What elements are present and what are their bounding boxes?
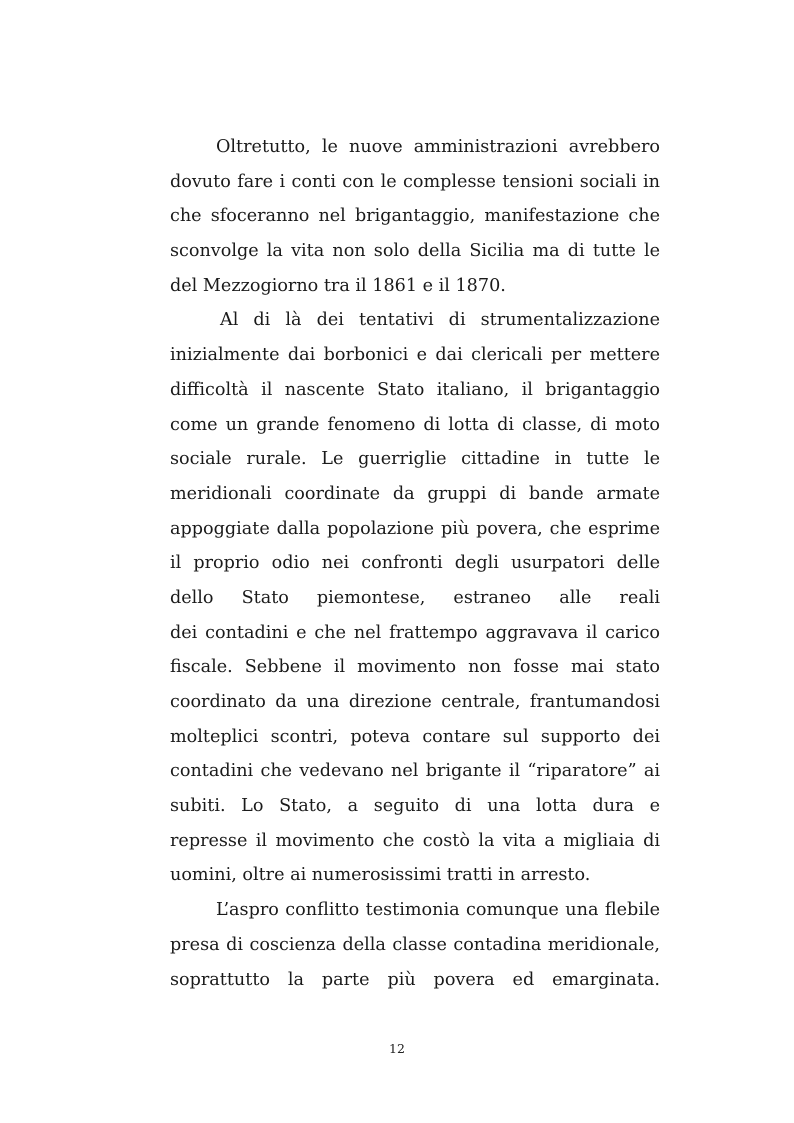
text-line: Al di là dei tentativi di strumentalizzazione [220,310,660,331]
text-line: dei contadini e che nel frattempo aggravava il carico [170,622,660,643]
text-line: come un grande fenomeno di lotta di classe, di moto [170,414,660,435]
text-line: coordinato da una direzione centrale, frantumandosi [170,692,660,712]
text-line: uomini, oltre ai numerosissimi tratti in arresto. [170,865,591,886]
text-line: che sfoceranno nel brigantaggio, manifestazione che [170,206,660,227]
text-line: inizialmente dai borbonici e dai clericali per mettere [170,345,660,366]
body-text [170,130,660,997]
text-line: Oltretutto, le nuove amministrazioni avrebbero [216,137,660,157]
text-line: dello Stato piemontese, estraneo alle reali [170,587,660,608]
text-line: sconvolge la vita non solo della Sicilia ma di tutte le [170,241,660,262]
text-line: soprattutto la parte più povera ed emarginata. [170,969,660,990]
text-line: represse il movimento che costò la vita a migliaia di [170,830,660,851]
text-line: del Mezzogiorno tra il 1861 e il 1870. [170,275,506,296]
text-line: subiti. Lo Stato, a seguito di una lotta dura e [170,796,660,817]
text-line: difficoltà il nascente Stato italiano, il brigantaggio [170,379,660,400]
text-line: sociale rurale. Le guerriglie cittadine in tutte le [170,449,660,470]
text-line: meridionali coordinate da gruppi di bande armate [170,483,660,504]
text-line: appoggiate dalla popolazione più povera, che esprime [170,518,660,539]
text-line: molteplici scontri, poteva contare sul supporto dei [170,726,660,747]
text-line: presa di coscienza della classe contadina meridionale, [170,934,660,955]
text-line: L’aspro conflitto testimonia comunque una flebile [216,900,660,921]
text-line: fiscale. Sebbene il movimento non fosse mai stato [170,657,660,678]
page-number: 12 [389,1041,405,1056]
text-line: contadini che vedevano nel brigante il “riparatore” ai [170,761,660,782]
text-line: il proprio odio nei confronti degli usurpatori delle [170,553,660,574]
text-line: dovuto fare i conti con le complesse tensioni sociali in [170,171,660,192]
